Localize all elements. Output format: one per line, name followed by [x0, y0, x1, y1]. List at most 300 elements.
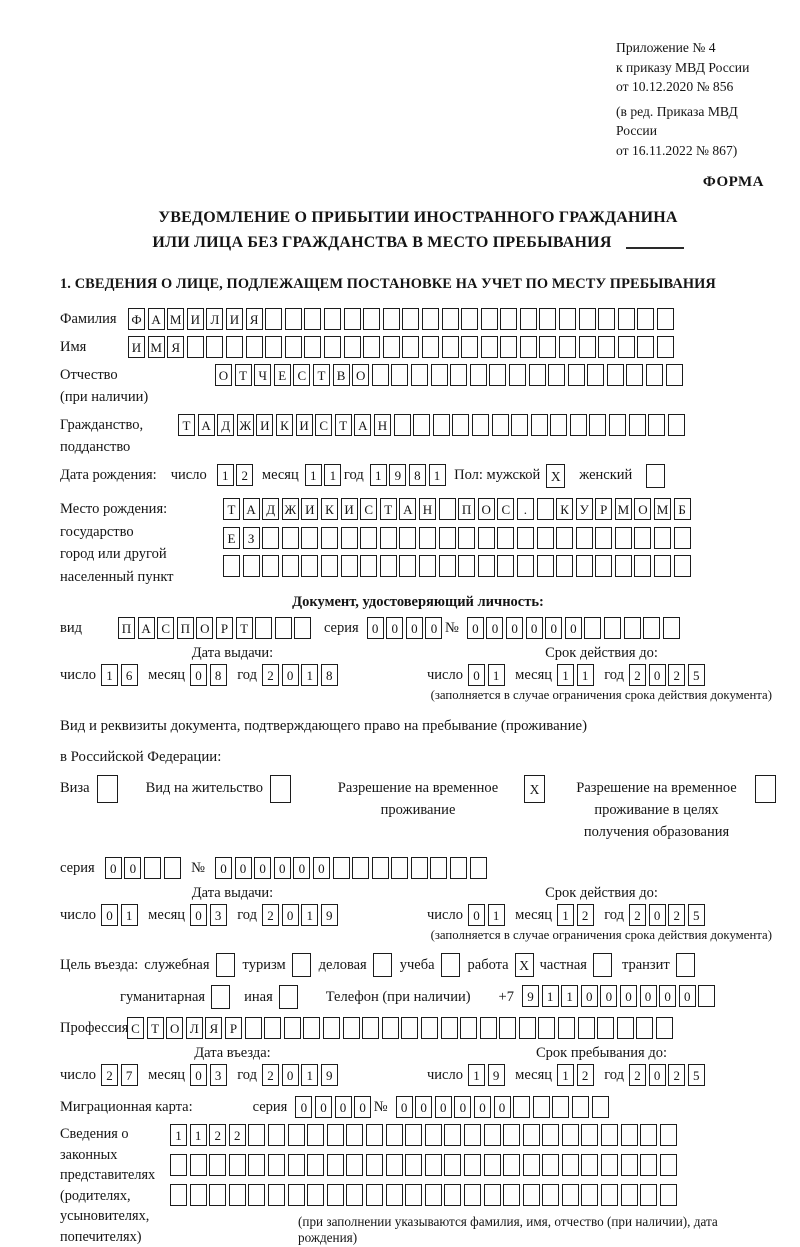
char-cell[interactable]	[268, 1124, 285, 1146]
char-cell[interactable]: 0	[105, 857, 122, 879]
char-cell[interactable]	[386, 1154, 403, 1176]
char-cell[interactable]	[576, 555, 593, 577]
purpose-study-checkbox[interactable]	[441, 953, 460, 977]
char-cell[interactable]: 0	[215, 857, 232, 879]
char-cell[interactable]	[660, 1184, 677, 1206]
char-cell[interactable]	[503, 1124, 520, 1146]
char-cell[interactable]	[187, 336, 204, 358]
char-cell[interactable]	[268, 1184, 285, 1206]
char-cell[interactable]	[405, 1154, 422, 1176]
char-cell[interactable]: 1	[301, 1064, 318, 1086]
char-cell[interactable]: 0	[600, 985, 617, 1007]
char-cell[interactable]: 1	[101, 664, 118, 686]
char-cell[interactable]	[229, 1154, 246, 1176]
char-cell[interactable]: О	[215, 364, 232, 386]
char-cell[interactable]: С	[360, 498, 377, 520]
char-cell[interactable]: 1	[370, 464, 387, 486]
char-cell[interactable]: 0	[506, 617, 523, 639]
char-cell[interactable]	[581, 1184, 598, 1206]
char-cell[interactable]: А	[198, 414, 215, 436]
char-cell[interactable]: Я	[167, 336, 184, 358]
char-cell[interactable]	[223, 555, 240, 577]
char-cell[interactable]	[461, 308, 478, 330]
char-cell[interactable]	[484, 1124, 501, 1146]
char-cell[interactable]: С	[497, 498, 514, 520]
char-cell[interactable]	[509, 364, 526, 386]
char-cell[interactable]: 2	[629, 904, 646, 926]
char-cell[interactable]	[363, 308, 380, 330]
char-cell[interactable]	[572, 1096, 589, 1118]
char-cell[interactable]	[285, 308, 302, 330]
char-cell[interactable]	[523, 1154, 540, 1176]
char-cell[interactable]	[589, 414, 606, 436]
char-cell[interactable]: 1	[542, 985, 559, 1007]
char-cell[interactable]: Т	[335, 414, 352, 436]
char-cell[interactable]: И	[341, 498, 358, 520]
char-cell[interactable]	[439, 527, 456, 549]
char-cell[interactable]: И	[226, 308, 243, 330]
char-cell[interactable]: Н	[419, 498, 436, 520]
char-cell[interactable]: 0	[190, 664, 207, 686]
char-cell[interactable]: К	[276, 414, 293, 436]
char-cell[interactable]: 2	[629, 1064, 646, 1086]
char-cell[interactable]	[248, 1154, 265, 1176]
purpose-other-checkbox[interactable]	[279, 985, 298, 1009]
char-cell[interactable]	[615, 555, 632, 577]
char-cell[interactable]: 0	[581, 985, 598, 1007]
char-cell[interactable]	[637, 308, 654, 330]
char-cell[interactable]	[190, 1154, 207, 1176]
char-cell[interactable]: 1	[488, 904, 505, 926]
char-cell[interactable]: 1	[561, 985, 578, 1007]
char-cell[interactable]	[626, 364, 643, 386]
char-cell[interactable]	[303, 1017, 320, 1039]
char-cell[interactable]	[431, 364, 448, 386]
char-cell[interactable]: 0	[474, 1096, 491, 1118]
char-cell[interactable]: 9	[522, 985, 539, 1007]
char-cell[interactable]: 0	[282, 904, 299, 926]
char-cell[interactable]	[470, 857, 487, 879]
char-cell[interactable]: 5	[688, 904, 705, 926]
char-cell[interactable]	[643, 617, 660, 639]
char-cell[interactable]	[592, 1096, 609, 1118]
char-cell[interactable]	[285, 336, 302, 358]
char-cell[interactable]: 1	[121, 904, 138, 926]
char-cell[interactable]	[654, 555, 671, 577]
char-cell[interactable]	[288, 1124, 305, 1146]
char-cell[interactable]	[439, 498, 456, 520]
char-cell[interactable]	[327, 1154, 344, 1176]
purpose-transit-checkbox[interactable]	[676, 953, 695, 977]
char-cell[interactable]	[419, 527, 436, 549]
char-cell[interactable]: 0	[659, 985, 676, 1007]
char-cell[interactable]	[206, 336, 223, 358]
char-cell[interactable]: 0	[282, 664, 299, 686]
visa-checkbox[interactable]	[97, 775, 118, 803]
char-cell[interactable]: 1	[468, 1064, 485, 1086]
char-cell[interactable]	[425, 1154, 442, 1176]
char-cell[interactable]	[597, 1017, 614, 1039]
char-cell[interactable]	[262, 555, 279, 577]
char-cell[interactable]	[380, 527, 397, 549]
char-cell[interactable]: 2	[262, 664, 279, 686]
char-cell[interactable]: 8	[409, 464, 426, 486]
char-cell[interactable]: Ф	[128, 308, 145, 330]
char-cell[interactable]	[481, 308, 498, 330]
char-cell[interactable]	[366, 1154, 383, 1176]
char-cell[interactable]	[333, 857, 350, 879]
char-cell[interactable]	[562, 1184, 579, 1206]
char-cell[interactable]	[604, 617, 621, 639]
char-cell[interactable]	[275, 617, 292, 639]
char-cell[interactable]	[229, 1184, 246, 1206]
char-cell[interactable]	[584, 617, 601, 639]
char-cell[interactable]: 1	[170, 1124, 187, 1146]
char-cell[interactable]: 0	[313, 857, 330, 879]
char-cell[interactable]	[323, 1017, 340, 1039]
char-cell[interactable]	[248, 1184, 265, 1206]
char-cell[interactable]: 0	[649, 904, 666, 926]
char-cell[interactable]: И	[296, 414, 313, 436]
char-cell[interactable]	[523, 1184, 540, 1206]
char-cell[interactable]	[529, 364, 546, 386]
char-cell[interactable]	[646, 364, 663, 386]
char-cell[interactable]	[405, 1124, 422, 1146]
char-cell[interactable]	[405, 1184, 422, 1206]
char-cell[interactable]	[327, 1124, 344, 1146]
sex-male-checkbox[interactable]: X	[546, 464, 565, 488]
char-cell[interactable]: М	[615, 498, 632, 520]
char-cell[interactable]	[621, 1154, 638, 1176]
char-cell[interactable]	[657, 336, 674, 358]
char-cell[interactable]: 1	[557, 904, 574, 926]
char-cell[interactable]	[450, 364, 467, 386]
char-cell[interactable]: 0	[679, 985, 696, 1007]
char-cell[interactable]: 1	[305, 464, 322, 486]
char-cell[interactable]	[394, 414, 411, 436]
char-cell[interactable]: 0	[494, 1096, 511, 1118]
char-cell[interactable]	[282, 555, 299, 577]
char-cell[interactable]	[666, 364, 683, 386]
char-cell[interactable]	[399, 555, 416, 577]
char-cell[interactable]	[517, 555, 534, 577]
char-cell[interactable]	[301, 527, 318, 549]
char-cell[interactable]: 2	[629, 664, 646, 686]
char-cell[interactable]	[523, 1124, 540, 1146]
char-cell[interactable]: Р	[216, 617, 233, 639]
char-cell[interactable]: 0	[406, 617, 423, 639]
char-cell[interactable]	[352, 857, 369, 879]
char-cell[interactable]	[246, 336, 263, 358]
char-cell[interactable]: А	[354, 414, 371, 436]
char-cell[interactable]	[537, 527, 554, 549]
char-cell[interactable]	[346, 1184, 363, 1206]
char-cell[interactable]	[439, 555, 456, 577]
char-cell[interactable]	[360, 527, 377, 549]
char-cell[interactable]: 5	[688, 1064, 705, 1086]
char-cell[interactable]: Р	[595, 498, 612, 520]
char-cell[interactable]	[519, 1017, 536, 1039]
char-cell[interactable]: 2	[262, 904, 279, 926]
char-cell[interactable]	[321, 527, 338, 549]
char-cell[interactable]: 0	[101, 904, 118, 926]
char-cell[interactable]: П	[458, 498, 475, 520]
char-cell[interactable]: 2	[577, 1064, 594, 1086]
char-cell[interactable]	[422, 336, 439, 358]
char-cell[interactable]	[402, 308, 419, 330]
char-cell[interactable]	[170, 1184, 187, 1206]
char-cell[interactable]: 0	[454, 1096, 471, 1118]
char-cell[interactable]: 6	[121, 664, 138, 686]
char-cell[interactable]: Д	[217, 414, 234, 436]
char-cell[interactable]	[520, 308, 537, 330]
char-cell[interactable]	[660, 1154, 677, 1176]
char-cell[interactable]: 0	[235, 857, 252, 879]
char-cell[interactable]	[556, 527, 573, 549]
char-cell[interactable]	[497, 527, 514, 549]
char-cell[interactable]: 0	[396, 1096, 413, 1118]
char-cell[interactable]: 0	[467, 617, 484, 639]
char-cell[interactable]: 0	[649, 1064, 666, 1086]
char-cell[interactable]	[617, 1017, 634, 1039]
char-cell[interactable]	[559, 308, 576, 330]
char-cell[interactable]: .	[517, 498, 534, 520]
char-cell[interactable]: О	[166, 1017, 183, 1039]
purpose-work-checkbox[interactable]: X	[515, 953, 534, 977]
char-cell[interactable]	[499, 1017, 516, 1039]
char-cell[interactable]	[255, 617, 272, 639]
char-cell[interactable]	[321, 555, 338, 577]
char-cell[interactable]: 1	[301, 904, 318, 926]
char-cell[interactable]	[537, 555, 554, 577]
char-cell[interactable]: 2	[229, 1124, 246, 1146]
char-cell[interactable]: Я	[205, 1017, 222, 1039]
char-cell[interactable]: А	[138, 617, 155, 639]
char-cell[interactable]: 2	[101, 1064, 118, 1086]
char-cell[interactable]: 0	[190, 904, 207, 926]
char-cell[interactable]	[307, 1124, 324, 1146]
char-cell[interactable]	[601, 1184, 618, 1206]
char-cell[interactable]	[307, 1184, 324, 1206]
char-cell[interactable]: Т	[236, 617, 253, 639]
purpose-business-checkbox[interactable]	[373, 953, 392, 977]
char-cell[interactable]: Т	[313, 364, 330, 386]
char-cell[interactable]: 9	[321, 1064, 338, 1086]
char-cell[interactable]	[624, 617, 641, 639]
char-cell[interactable]	[674, 555, 691, 577]
char-cell[interactable]	[657, 308, 674, 330]
char-cell[interactable]	[458, 527, 475, 549]
char-cell[interactable]	[386, 1124, 403, 1146]
char-cell[interactable]	[144, 857, 161, 879]
char-cell[interactable]	[621, 1124, 638, 1146]
char-cell[interactable]	[413, 414, 430, 436]
char-cell[interactable]: 2	[577, 904, 594, 926]
char-cell[interactable]	[558, 1017, 575, 1039]
char-cell[interactable]: А	[148, 308, 165, 330]
char-cell[interactable]	[537, 498, 554, 520]
char-cell[interactable]	[268, 1154, 285, 1176]
char-cell[interactable]	[464, 1154, 481, 1176]
char-cell[interactable]	[559, 336, 576, 358]
char-cell[interactable]	[601, 1124, 618, 1146]
char-cell[interactable]: 2	[668, 664, 685, 686]
char-cell[interactable]	[556, 555, 573, 577]
char-cell[interactable]: К	[321, 498, 338, 520]
char-cell[interactable]	[581, 1154, 598, 1176]
char-cell[interactable]: Л	[186, 1017, 203, 1039]
char-cell[interactable]: 0	[425, 617, 442, 639]
char-cell[interactable]: А	[243, 498, 260, 520]
char-cell[interactable]: 2	[668, 904, 685, 926]
char-cell[interactable]	[422, 308, 439, 330]
char-cell[interactable]	[382, 1017, 399, 1039]
char-cell[interactable]: 0	[335, 1096, 352, 1118]
char-cell[interactable]	[372, 857, 389, 879]
char-cell[interactable]	[433, 414, 450, 436]
char-cell[interactable]	[421, 1017, 438, 1039]
char-cell[interactable]	[284, 1017, 301, 1039]
char-cell[interactable]: 0	[526, 617, 543, 639]
char-cell[interactable]	[363, 336, 380, 358]
temp-residence-checkbox[interactable]: X	[524, 775, 545, 803]
char-cell[interactable]: 0	[367, 617, 384, 639]
char-cell[interactable]	[618, 308, 635, 330]
char-cell[interactable]	[481, 336, 498, 358]
char-cell[interactable]	[511, 414, 528, 436]
char-cell[interactable]: Ж	[282, 498, 299, 520]
char-cell[interactable]	[497, 555, 514, 577]
char-cell[interactable]	[533, 1096, 550, 1118]
char-cell[interactable]	[562, 1154, 579, 1176]
char-cell[interactable]	[304, 308, 321, 330]
char-cell[interactable]: У	[576, 498, 593, 520]
char-cell[interactable]: 0	[354, 1096, 371, 1118]
char-cell[interactable]	[304, 336, 321, 358]
char-cell[interactable]	[288, 1154, 305, 1176]
char-cell[interactable]	[636, 1017, 653, 1039]
char-cell[interactable]: М	[167, 308, 184, 330]
char-cell[interactable]	[372, 364, 389, 386]
char-cell[interactable]: 8	[210, 664, 227, 686]
char-cell[interactable]: 2	[236, 464, 253, 486]
char-cell[interactable]: 9	[389, 464, 406, 486]
char-cell[interactable]: 1	[488, 664, 505, 686]
char-cell[interactable]: 0	[435, 1096, 452, 1118]
char-cell[interactable]	[660, 1124, 677, 1146]
char-cell[interactable]	[500, 308, 517, 330]
char-cell[interactable]: К	[556, 498, 573, 520]
char-cell[interactable]: 0	[649, 664, 666, 686]
char-cell[interactable]	[346, 1154, 363, 1176]
char-cell[interactable]	[265, 308, 282, 330]
char-cell[interactable]	[425, 1124, 442, 1146]
char-cell[interactable]	[170, 1154, 187, 1176]
char-cell[interactable]: 0	[640, 985, 657, 1007]
char-cell[interactable]: 0	[620, 985, 637, 1007]
char-cell[interactable]	[391, 857, 408, 879]
char-cell[interactable]	[609, 414, 626, 436]
char-cell[interactable]	[595, 555, 612, 577]
char-cell[interactable]	[226, 336, 243, 358]
char-cell[interactable]: Л	[206, 308, 223, 330]
char-cell[interactable]: 1	[324, 464, 341, 486]
char-cell[interactable]	[568, 364, 585, 386]
char-cell[interactable]	[480, 1017, 497, 1039]
char-cell[interactable]	[668, 414, 685, 436]
char-cell[interactable]: 0	[315, 1096, 332, 1118]
char-cell[interactable]	[307, 1154, 324, 1176]
char-cell[interactable]	[190, 1184, 207, 1206]
char-cell[interactable]	[531, 414, 548, 436]
char-cell[interactable]	[383, 308, 400, 330]
char-cell[interactable]: Е	[223, 527, 240, 549]
char-cell[interactable]: Е	[274, 364, 291, 386]
char-cell[interactable]: 0	[468, 664, 485, 686]
char-cell[interactable]	[542, 1184, 559, 1206]
char-cell[interactable]	[464, 1124, 481, 1146]
char-cell[interactable]	[503, 1184, 520, 1206]
char-cell[interactable]	[248, 1124, 265, 1146]
char-cell[interactable]	[383, 336, 400, 358]
char-cell[interactable]	[460, 1017, 477, 1039]
char-cell[interactable]	[346, 1124, 363, 1146]
char-cell[interactable]: 1	[429, 464, 446, 486]
char-cell[interactable]: 0	[386, 617, 403, 639]
char-cell[interactable]: 0	[254, 857, 271, 879]
char-cell[interactable]	[542, 1154, 559, 1176]
char-cell[interactable]	[442, 336, 459, 358]
char-cell[interactable]: 0	[282, 1064, 299, 1086]
char-cell[interactable]	[484, 1154, 501, 1176]
char-cell[interactable]	[265, 336, 282, 358]
char-cell[interactable]	[578, 1017, 595, 1039]
char-cell[interactable]	[618, 336, 635, 358]
char-cell[interactable]: Н	[374, 414, 391, 436]
char-cell[interactable]	[640, 1124, 657, 1146]
char-cell[interactable]	[513, 1096, 530, 1118]
char-cell[interactable]	[343, 1017, 360, 1039]
char-cell[interactable]	[324, 308, 341, 330]
char-cell[interactable]: И	[187, 308, 204, 330]
char-cell[interactable]	[444, 1154, 461, 1176]
char-cell[interactable]: 5	[688, 664, 705, 686]
purpose-humanitarian-checkbox[interactable]	[211, 985, 230, 1009]
char-cell[interactable]: Т	[178, 414, 195, 436]
char-cell[interactable]	[492, 414, 509, 436]
char-cell[interactable]: 2	[209, 1124, 226, 1146]
char-cell[interactable]: 1	[301, 664, 318, 686]
char-cell[interactable]	[401, 1017, 418, 1039]
char-cell[interactable]: 9	[321, 904, 338, 926]
char-cell[interactable]	[441, 1017, 458, 1039]
char-cell[interactable]	[209, 1184, 226, 1206]
char-cell[interactable]: 0	[545, 617, 562, 639]
purpose-private-checkbox[interactable]	[593, 953, 612, 977]
char-cell[interactable]: 0	[190, 1064, 207, 1086]
char-cell[interactable]	[503, 1154, 520, 1176]
char-cell[interactable]	[598, 308, 615, 330]
char-cell[interactable]	[539, 336, 556, 358]
temp-residence-education-checkbox[interactable]	[755, 775, 776, 803]
purpose-tourism-checkbox[interactable]	[292, 953, 311, 977]
char-cell[interactable]	[640, 1154, 657, 1176]
char-cell[interactable]	[464, 1184, 481, 1206]
char-cell[interactable]	[425, 1184, 442, 1206]
char-cell[interactable]: О	[352, 364, 369, 386]
char-cell[interactable]	[341, 555, 358, 577]
char-cell[interactable]	[282, 527, 299, 549]
